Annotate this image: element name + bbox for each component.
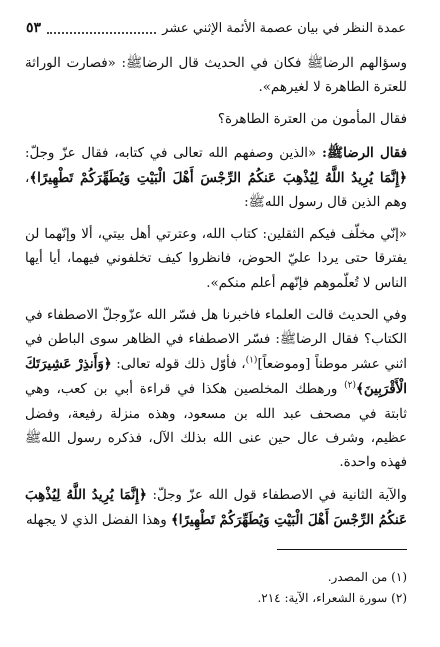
footnote-ref-2[interactable]: (٢)	[344, 380, 357, 391]
paragraph-5	[25, 304, 407, 475]
paragraph-1: وسؤالهم الرضاﷺ فكان في الحديث قال الرضاﷺ: «فصارت الوراثة للعترة الطاهرة لا لغيرهم».	[25, 56, 407, 96]
paragraph-3-text: «الذين وصفهم الله تعالى في كتابه، فقال عزّ وجلّ:	[25, 145, 323, 161]
running-header	[26, 16, 406, 40]
main-text	[25, 52, 407, 535]
quran-verse-3: ﴿إِنَّمَا يُرِيدُ اللَّهُ لِيُذْهِبَ عَنكُمُ الرِّجْسَ أَهْلَ الْبَيْتِ وَيُطَهِّرَكُمْ تَطْهِيرًا﴾	[25, 487, 407, 529]
paragraph-6-text-b: وهذا الفضل الذي لا يجهله	[25, 513, 171, 529]
header-dot-leader	[47, 22, 156, 34]
paragraph-5-text-b: ، فأوّل ذلك قوله تعالى:	[111, 357, 246, 373]
footnotes	[25, 567, 407, 609]
paragraph-4: «إنّي مخلّف فيكم الثقلين: كتاب الله، وعترتي أهل بيتي، ألا وإنّهما لن يفترقا حتى يردا عليّ الحوض، فانظروا كيف تخلفوني فيهما، أيا أيها الناس لا تُعلّموهم فإنّهم أعلم منكم».	[25, 227, 407, 291]
footnote-divider	[277, 549, 407, 550]
paragraph-3	[25, 141, 407, 216]
footnote-2: (٢) سورة الشعراء، الآية: ٢١٤.	[257, 591, 407, 605]
paragraph-3-tail: ، وهم الذين قال رسول اللهﷺ:	[25, 170, 407, 211]
footnote-ref-1[interactable]: (١)	[245, 355, 258, 366]
paragraph-5-text-c: ورهطك المخلصين هكذا في قراءة أبي بن كعب، وهي ثابتة في مصحف عبد الله بن مسعود، وهذه منزلة رفيعة، وفضل عظيم، وشرف عال حين عنى الله بذلك الآل، فذكره رسول اللهﷺ فهذه واحدة.	[25, 382, 407, 471]
quran-verse-2: ﴿وَأَنذِرْ عَشِيرَتَكَ الْأَقْرَبِينَ﴾	[25, 356, 407, 398]
paragraph-6-text-a: والآية الثانية في الاصطفاء قول الله عزّ وجلّ:	[146, 488, 408, 504]
paragraph-2: فقال المأمون من العترة الطاهرة؟	[217, 112, 407, 128]
paragraph-6	[25, 483, 407, 533]
quran-verse-1: ﴿إِنَّمَا يُرِيدُ اللَّهُ لِيُذْهِبَ عَنكُمُ الرِّجْسَ أَهْلَ الْبَيْتِ وَيُطَهِّرَكُمْ تَطْهِيرًا﴾	[29, 169, 407, 186]
page-number: ٥٣	[26, 20, 42, 36]
paragraph-5-text-a: وفي الحديث قالت العلماء فاخبرنا هل فسّر الله عزّوجلّ الاصطفاء في الكتاب؟ فقال الرضاﷺ: فسّر الاصطفاء في الظاهر سوى الباطن في اثني عشر موطناً [وموضعاً]	[25, 307, 407, 373]
book-title: عمدة النظر في بيان عصمة الأئمة الإثني عشر	[162, 20, 406, 36]
speaker-name: فقال الرضاﷺ:	[322, 144, 407, 161]
footnote-1: (١) من المصدر.	[327, 570, 407, 584]
